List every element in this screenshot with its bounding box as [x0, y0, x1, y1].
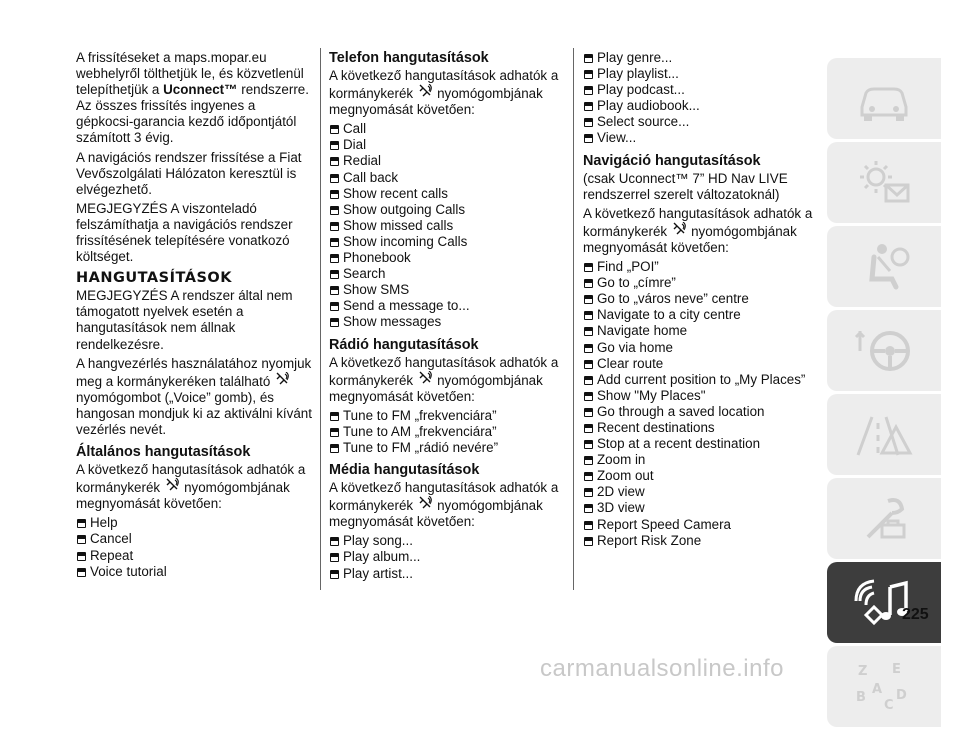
tools-icon	[852, 491, 916, 547]
list-item: Clear route	[583, 356, 823, 372]
chapter-tabs	[827, 58, 941, 730]
list-item: Play artist...	[329, 566, 569, 582]
list-item: Zoom in	[583, 452, 823, 468]
list-item: Go to „város neve” centre	[583, 291, 823, 307]
list-item: Stop at a recent destination	[583, 436, 823, 452]
tab-multimedia[interactable]	[827, 562, 941, 643]
index-icon	[852, 659, 916, 715]
note-paragraph: MEGJEGYZÉS A viszonteladó felszámíthatja a navigációs rendszer frissítésének telepítésére vonatkozó költséget.	[76, 200, 293, 265]
list-item: Show outgoing Calls	[329, 202, 569, 218]
list-item: Show "My Places"	[583, 388, 823, 404]
brand-name: Uconnect™	[163, 82, 238, 98]
svg-text:C: C	[884, 697, 894, 713]
list-item: Go through a saved location	[583, 404, 823, 420]
general-commands-title: Általános hangutasítások	[76, 444, 251, 461]
column-3	[583, 50, 823, 552]
list-item: Play playlist...	[583, 66, 823, 82]
tab-index[interactable]	[827, 646, 941, 727]
list-item: Call back	[329, 170, 569, 186]
list-item: 3D view	[583, 500, 823, 516]
intro-paragraph: A frissítéseket a maps.mopar.eu webhelyről tölthetjük le, és közvetlenül telepíthetjük a Uconnect™ rendszerre. Az összes frissítés ingyenes a gépkocsi-garancia kezdő időpontjától számított 3 évig.	[76, 50, 309, 146]
page-number: 225	[902, 606, 929, 623]
list-item: Play audiobook...	[583, 98, 823, 114]
media-intro: A következő hangutasítások adhatók a kormánykerék nyomógombjának megnyomását követően:	[329, 480, 559, 530]
svg-text:A: A	[872, 681, 883, 697]
tab-emergency[interactable]	[827, 394, 941, 475]
list-item: Play podcast...	[583, 82, 823, 98]
list-item: Show incoming Calls	[329, 234, 569, 250]
list-item: Play genre...	[583, 50, 823, 66]
svg-text:Z: Z	[858, 663, 868, 679]
voice-command-icon	[417, 84, 433, 100]
list-item: Navigate home	[583, 323, 823, 339]
steering-wheel-icon	[852, 323, 916, 379]
list-item: View...	[583, 130, 823, 146]
list-item: Redial	[329, 153, 569, 169]
list-item: Show recent calls	[329, 186, 569, 202]
list-item: Report Risk Zone	[583, 533, 823, 549]
list-item: Recent destinations	[583, 420, 823, 436]
tab-maintenance[interactable]	[827, 478, 941, 559]
radio-commands-list	[329, 408, 569, 456]
voice-command-icon	[671, 222, 687, 238]
navigation-commands-title: Navigáció hangutasítások	[583, 152, 761, 169]
list-item: Tune to AM „frekvenciára”	[329, 424, 569, 440]
car-icon	[852, 71, 916, 127]
column-divider	[320, 48, 321, 590]
list-item: Tune to FM „frekvenciára”	[329, 408, 569, 424]
seat-airbag-icon	[852, 239, 916, 295]
list-item: 2D view	[583, 484, 823, 500]
navigation-note: (csak Uconnect™ 7” HD Nav LIVE rendszerrel szerelt változatoknál)	[583, 170, 788, 202]
list-item: Show messages	[329, 314, 569, 330]
list-item: Send a message to...	[329, 298, 569, 314]
navigation-commands-list	[583, 259, 823, 549]
list-item: Cancel	[76, 531, 316, 547]
list-item: Call	[329, 121, 569, 137]
list-item: Search	[329, 266, 569, 282]
list-item: Find „POI”	[583, 259, 823, 275]
list-item: Dial	[329, 137, 569, 153]
radio-intro: A következő hangutasítások adhatók a kormánykerék nyomógombjának megnyomását követően:	[329, 354, 559, 404]
svg-text:B: B	[856, 689, 866, 705]
column-1	[76, 50, 316, 583]
phone-commands-title: Telefon hangutasítások	[329, 50, 489, 66]
list-item: Go to „címre”	[583, 275, 823, 291]
media-commands-title: Média hangutasítások	[329, 462, 480, 479]
language-note: MEGJEGYZÉS A rendszer által nem támogatott nyelvek esetén a hangutasítások nem állnak rendelkezésre.	[76, 288, 293, 352]
general-commands-list	[76, 515, 316, 579]
voice-usage-paragraph: A hangvezérlés használatához nyomjuk meg a kormánykeréken található nyomógombot („Voice” gomb), és hangosan mondjuk ki az aktiválni kívánt vezérlés nevét.	[76, 355, 312, 437]
list-item: Voice tutorial	[76, 564, 316, 580]
list-item: Phonebook	[329, 250, 569, 266]
voice-command-icon	[164, 478, 180, 494]
list-item: Repeat	[76, 548, 316, 564]
phone-commands-list	[329, 121, 569, 330]
tab-warning-lights[interactable]	[827, 142, 941, 223]
list-item: Tune to FM „rádió nevére”	[329, 440, 569, 456]
list-item: Go via home	[583, 340, 823, 356]
radio-commands-title: Rádió hangutasítások	[329, 336, 479, 353]
list-item: Play song...	[329, 533, 569, 549]
phone-intro: A következő hangutasítások adhatók a kormánykerék nyomógombjának megnyomását követően:	[329, 68, 559, 118]
list-item: Show SMS	[329, 282, 569, 298]
tab-safety[interactable]	[827, 226, 941, 307]
media-commands-list	[329, 533, 569, 581]
voice-command-icon	[417, 371, 433, 387]
list-item: Select source...	[583, 114, 823, 130]
watermark: carmanualsonline.info	[540, 655, 784, 682]
list-item: Add current position to „My Places”	[583, 372, 823, 388]
warning-light-icon	[852, 155, 916, 211]
section-heading: HANGUTASÍTÁSOK	[76, 270, 232, 287]
tab-car[interactable]	[827, 58, 941, 139]
list-item: Play album...	[329, 549, 569, 565]
navigation-intro: A következő hangutasítások adhatók a kormánykerék nyomógombjának megnyomását követően:	[583, 205, 813, 255]
list-item: Help	[76, 515, 316, 531]
general-intro: A következő hangutasítások adhatók a kormánykerék nyomógombjának megnyomását követően:	[76, 462, 306, 512]
column-2	[329, 50, 569, 585]
list-item: Report Speed Camera	[583, 517, 823, 533]
voice-command-icon	[417, 496, 433, 512]
list-item: Show missed calls	[329, 218, 569, 234]
service-paragraph: A navigációs rendszer frissítése a Fiat Vevőszolgálati Hálózaton keresztül is elvégezhető.	[76, 149, 302, 197]
svg-text:D: D	[896, 687, 907, 703]
road-warning-icon	[852, 407, 916, 463]
media-commands-list-continued	[583, 50, 823, 147]
tab-starting-driving[interactable]	[827, 310, 941, 391]
list-item: Navigate to a city centre	[583, 307, 823, 323]
voice-command-icon	[274, 372, 290, 388]
list-item: Zoom out	[583, 468, 823, 484]
svg-text:E: E	[892, 661, 901, 677]
column-divider	[573, 48, 574, 590]
